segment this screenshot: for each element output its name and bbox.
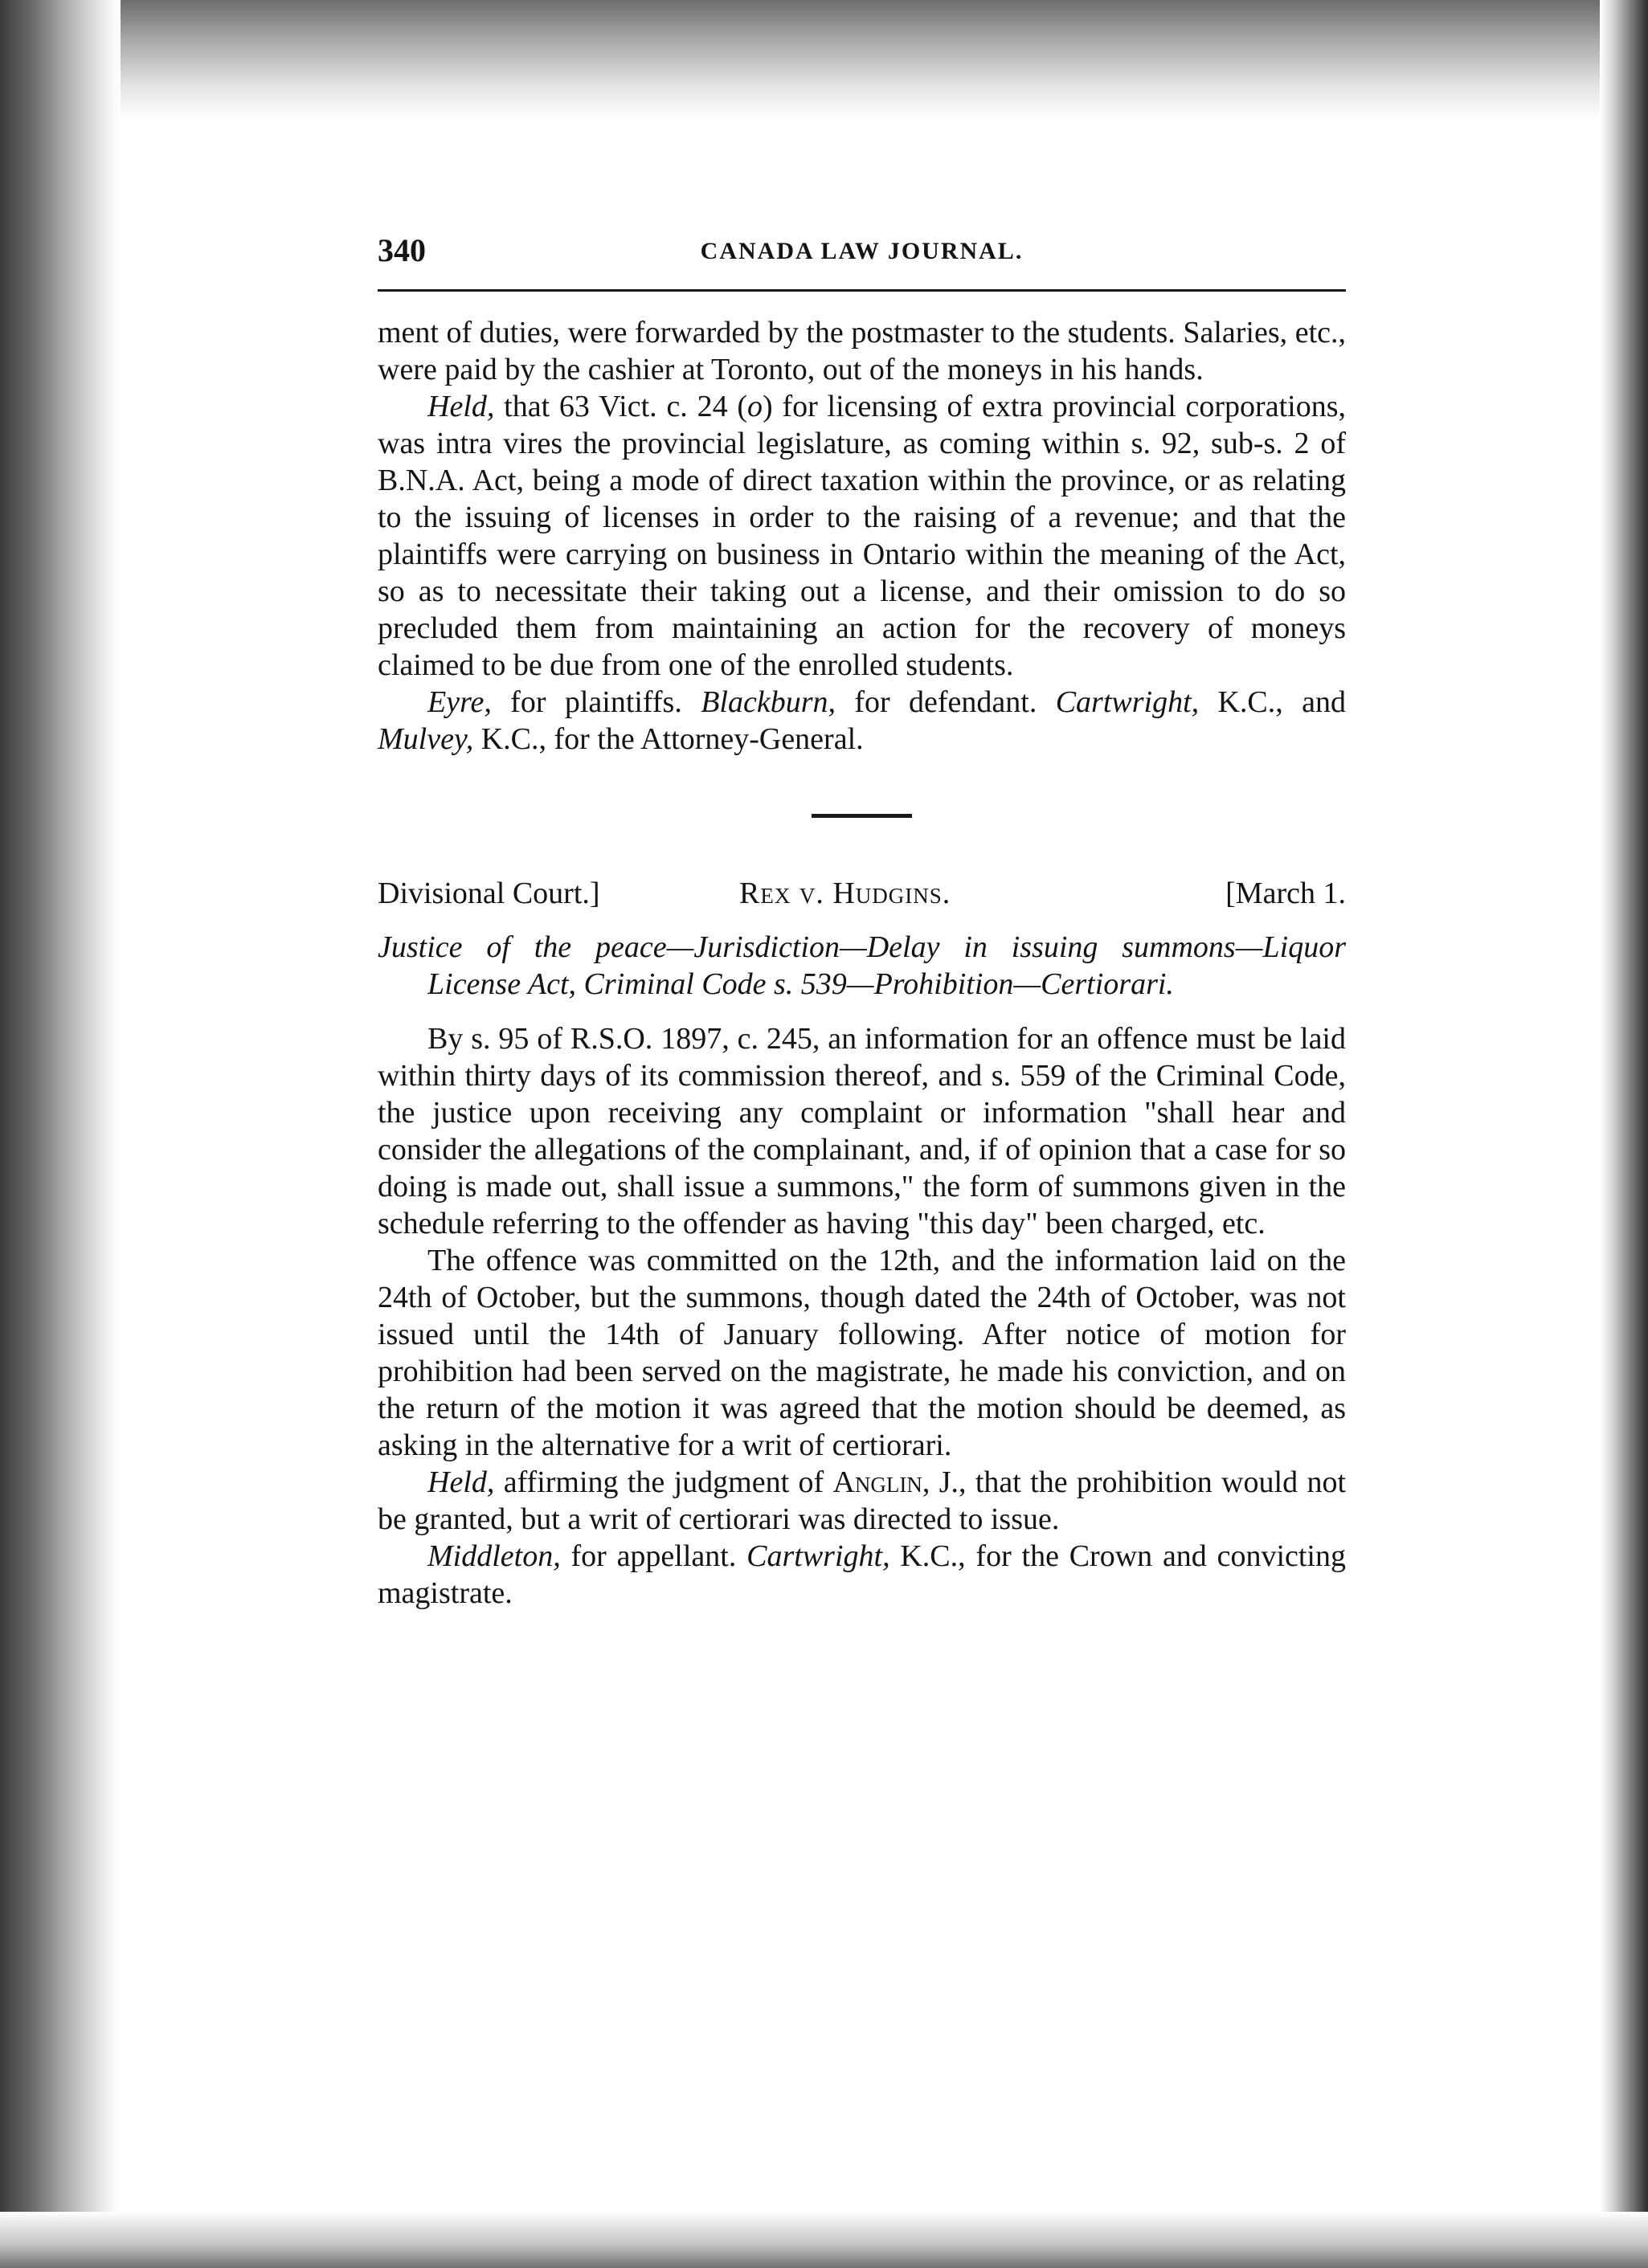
page-number: 340 [378, 232, 426, 268]
text-segment: ment of duties, were forwarded by the postmaster to the students. Salaries, etc., were paid by the cashier at Toronto, out of the moneys in his hands. [378, 316, 1346, 386]
text-segment: Middleton, [427, 1539, 561, 1573]
court-name: Divisional Court.] [378, 877, 600, 910]
first-case-text [378, 314, 1346, 758]
text-segment: Cartwright, [746, 1539, 890, 1573]
case-headnote: Justice of the peace—Jurisdiction—Delay in issuing summons—Liquor License Act, Criminal Code s. 539—Prohibition—Certiorari. [378, 930, 1346, 1001]
scan-shadow-top [0, 0, 1648, 121]
scan-shadow-right [1600, 0, 1648, 2268]
page-header [378, 225, 1346, 273]
second-case-paragraph [378, 1242, 1346, 1464]
running-head: CANADA LAW JOURNAL. [700, 238, 1024, 264]
text-segment: that 63 Vict. c. 24 ( [494, 390, 748, 423]
text-segment: Cartwright, [1055, 685, 1200, 719]
text-segment: Anglin [832, 1465, 922, 1499]
second-case-paragraph [378, 1464, 1346, 1538]
second-case-text [378, 1020, 1346, 1612]
first-case-paragraph [378, 684, 1346, 758]
journal-page [378, 225, 1346, 1612]
text-segment: The offence was committed on the 12th, and the information laid on the 24th of October, but the summons, though dated the 24th of October, was not issued until the 14th of January following. After notice of motion for prohibition had been served on the magistrate, he made his conviction, and on the return of the motion it was agreed that the motion should be deemed, as asking in the alternative for a writ of certiorari. [378, 1244, 1346, 1462]
case-separator [812, 814, 912, 818]
text-segment: Held, [427, 1465, 495, 1499]
text-segment: K.C., for the Attorney-General. [473, 722, 864, 756]
text-segment: By s. 95 of R.S.O. 1897, c. 245, an information for an offence must be laid within thirty days of its commission thereof, and s. 559 of the Criminal Code, the justice upon receiving any complaint or information "shall hear and consider the allegations of the complainant, and, if of opinion that a case for so doing is made out, shall issue a summons," the form of summons given in the schedule referring to the offender as having "this day" been charged, etc. [378, 1022, 1346, 1240]
text-segment: , J., that the prohibition would not be granted, but a writ of certiorari was directed to issue. [378, 1465, 1347, 1536]
text-segment: Blackburn, [701, 685, 836, 719]
text-segment: for appellant. [560, 1539, 747, 1573]
scan-shadow-left [0, 0, 121, 2268]
text-segment: for defendant. [836, 685, 1056, 719]
text-segment: Eyre, [427, 685, 492, 719]
second-case-paragraph [378, 1020, 1346, 1242]
scan-shadow-bottom [0, 2212, 1648, 2268]
text-segment: Held, [427, 390, 495, 423]
text-segment: o [747, 390, 763, 423]
second-case-paragraph [378, 1538, 1346, 1612]
text-segment: K.C., and [1199, 685, 1346, 719]
case-caption [378, 876, 1346, 914]
case-date: [March 1. [1225, 877, 1346, 910]
case-title: Rex v. Hudgins. [739, 877, 951, 910]
text-segment: ) for licensing of extra provincial corporations, was intra vires the provincial legislature, as coming within s. 92, sub-s. 2 of B.N.A. Act, being a mode of direct taxation within the province, or as relating to the issuing of licenses in order to the raising of a revenue; and that the plaintiffs were carrying on business in Ontario within the meaning of the Act, so as to necessitate their taking out a license, and their omission to do so precluded them from maintaining an action for the recovery of moneys claimed to be due from one of the enrolled students. [378, 390, 1346, 682]
text-segment: affirming the judgment of [494, 1465, 833, 1499]
text-segment: K.C., for the Crown and convicting magistrate. [378, 1539, 1346, 1610]
first-case-paragraph [378, 314, 1346, 388]
text-segment: for plaintiffs. [491, 685, 701, 719]
header-rule [378, 289, 1346, 292]
text-segment: Mulvey, [378, 722, 474, 756]
first-case-paragraph [378, 388, 1346, 684]
